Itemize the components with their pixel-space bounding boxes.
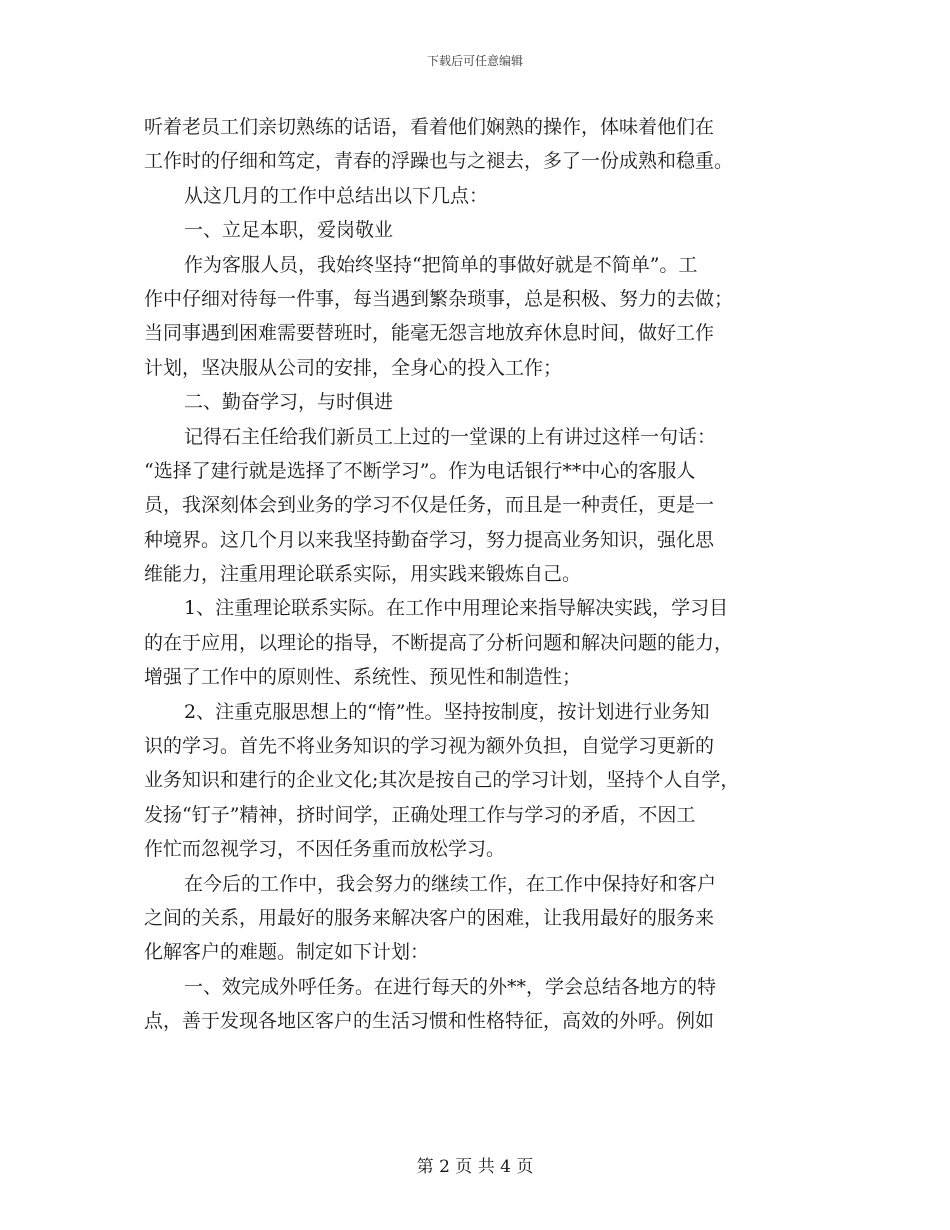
text-line: 发扬“钉子”精神，挤时间学，正确处理工作与学习的矛盾，不因工 — [144, 803, 696, 826]
text-line: 1、注重理论联系实际。在工作中用理论来指导解决实践，学习目 — [184, 597, 729, 620]
text-line: 点，善于发现各地区客户的生活习惯和性格特征，高效的外呼。例如 — [144, 1010, 715, 1033]
text-line: 种境界。这几个月以来我坚持勤奋学习，努力提高业务知识，强化思 — [144, 528, 715, 551]
text-line: 听着老员工们亲切熟练的话语，看着他们娴熟的操作，体味着他们在 — [144, 116, 715, 138]
text-line: 作中仔细对待每一件事，每当遇到繁杂琐事，总是积极、努力的去做； — [144, 287, 734, 310]
text-line: “选择了建行就是选择了不断学习”。作为电话银行**中心的客服人 — [144, 459, 696, 482]
text-line: 从这几月的工作中总结出以下几点： — [184, 184, 489, 207]
text-line: 增强了工作中的原则性、系统性、预见性和制造性； — [144, 666, 582, 689]
text-line: 作忙而忽视学习，不因任务重而放松学习。 — [144, 838, 506, 861]
text-line: 计划，坚决服从公司的安排，全身心的投入工作； — [144, 356, 563, 379]
text-line: 的在于应用，以理论的指导，不断提高了分析问题和解决问题的能力， — [144, 631, 734, 654]
text-line: 工作时的仔细和笃定，青春的浮躁也与之褪去，多了一份成熟和稳重。 — [144, 150, 734, 173]
text-line: 员，我深刻体会到业务的学习不仅是任务，而且是一种责任，更是一 — [144, 494, 715, 517]
text-line: 识的学习。首先不将业务知识的学习视为额外负担，自觉学习更新的 — [144, 735, 715, 758]
document-body — [144, 110, 804, 1039]
page-number-footer: 第 2 页 共 4 页 — [416, 1157, 534, 1177]
text-line: 业务知识和建行的企业文化;其次是按自己的学习计划，坚持个人自学， — [144, 769, 740, 792]
text-line: 维能力，注重用理论联系实际，用实践来锻炼自己。 — [144, 563, 582, 586]
text-line: 二、勤奋学习，与时俱进 — [184, 391, 394, 414]
text-line: 记得石主任给我们新员工上过的一堂课的上有讲过这样一句话： — [184, 425, 717, 448]
text-line: 化解客户的难题。制定如下计划： — [144, 941, 430, 964]
text-line: 在今后的工作中，我会努力的继续工作，在工作中保持好和客户 — [184, 872, 717, 895]
text-line: 2、注重克服思想上的“惰”性。坚持按制度，按计划进行业务知 — [184, 700, 710, 723]
text-line: 当同事遇到困难需要替班时，能毫无怨言地放弃休息时间，做好工作 — [144, 322, 715, 345]
text-line: 一、效完成外呼任务。在进行每天的外**，学会总结各地方的特 — [184, 975, 717, 998]
text-line: 作为客服人员，我始终坚持“把简单的事做好就是不简单”。工 — [184, 253, 698, 276]
text-line: 一、立足本职，爱岗敬业 — [184, 219, 394, 242]
page-header: 下载后可任意编辑 — [426, 54, 523, 68]
text-line: 之间的关系，用最好的服务来解决客户的困难，让我用最好的服务来 — [144, 906, 715, 929]
